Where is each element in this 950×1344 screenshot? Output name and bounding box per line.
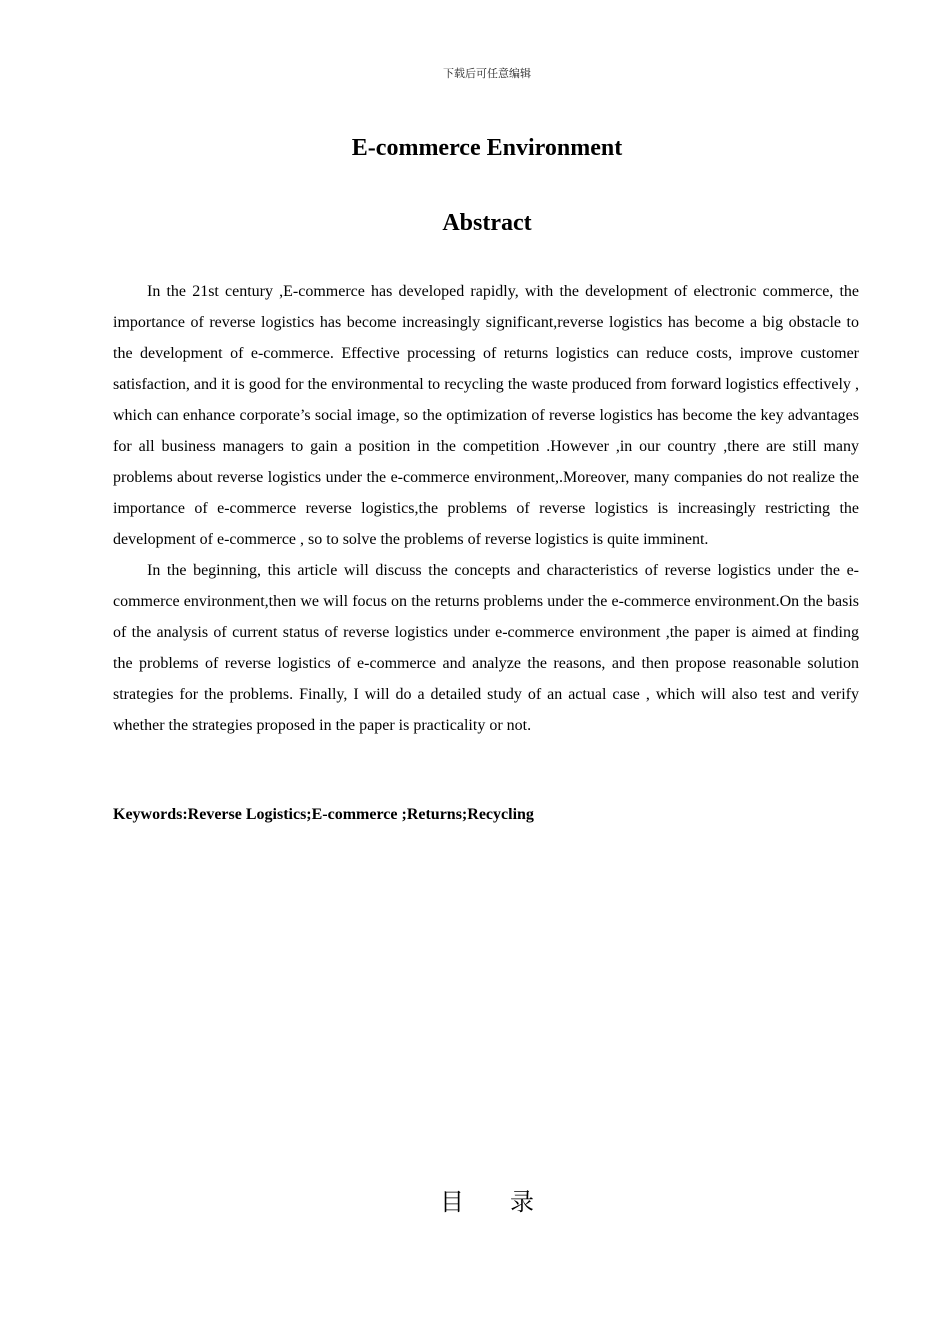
document-title: E-commerce Environment	[351, 135, 623, 161]
table-of-contents-heading	[0, 1186, 950, 1218]
header-note: 下载后可任意编辑	[443, 67, 531, 80]
abstract-body	[113, 276, 859, 741]
abstract-paragraph-1: In the 21st century ,E-commerce has developed rapidly, with the development of electronic commerce, the importance of reverse logistics has become increasingly significant,reverse logistics has become a big obstacle to the development of e-commerce. Effective processing of returns logistics can reduce costs, improve customer satisfaction, and it is good for the environmental to recycling the waste produced from forward logistics effectively , which can enhance corporate’s social image, so the optimization of reverse logistics has become the key advantages for all business managers to gain a position in the competition .However ,in our country ,there are still many problems about reverse logistics under the e-commerce environment,.Moreover, many companies do not realize the importance of e-commerce reverse logistics,the problems of reverse logistics is increasingly restricting the development of e-commerce , so to solve the problems of reverse logistics is quite imminent.	[113, 283, 859, 548]
abstract-paragraph-2: In the beginning, this article will discuss the concepts and characteristics of reverse logistics under the e-commerce environment,then we will focus on the returns problems under the e-commerce environment.On the basis of the analysis of current status of reverse logistics under e-commerce environment ,the paper is aimed at finding the problems of reverse logistics of e-commerce and analyze the reasons, and then propose reasonable solution strategies for the problems. Finally, I will do a detailed study of an actual case , which will also test and verify whether the strategies proposed in the paper is practicality or not.	[113, 562, 859, 734]
toc-heading-char-2: 录	[510, 1188, 534, 1216]
abstract-heading: Abstract	[442, 210, 532, 236]
keywords-line: Keywords:Reverse Logistics;E-commerce ;Returns;Recycling	[113, 806, 534, 823]
toc-heading-char-1: 目	[440, 1188, 464, 1216]
